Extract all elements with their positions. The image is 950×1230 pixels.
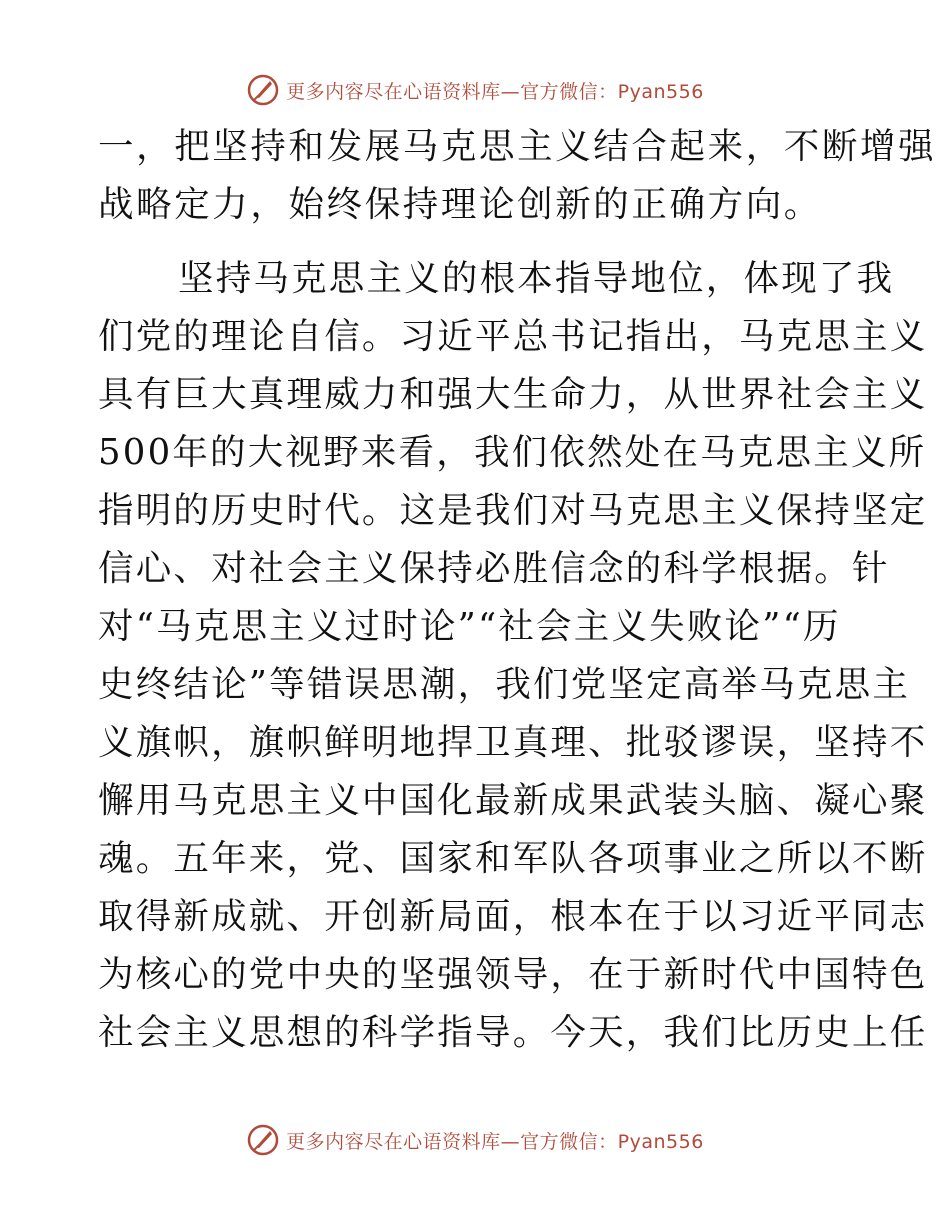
body-paragraph bbox=[98, 250, 928, 1062]
paragraph-line: 社会主义思想的科学指导。今天，我们比历史上任 bbox=[98, 1012, 928, 1053]
paragraph-line: 500年的大视野来看，我们依然处在马克思主义所 bbox=[98, 432, 927, 473]
document-body bbox=[98, 118, 937, 1062]
heading-line: 战略定力，始终保持理论创新的正确方向。 bbox=[98, 184, 822, 225]
section-heading bbox=[98, 118, 937, 234]
paragraph-line: 信心、对社会主义保持必胜信念的科学根据。针 bbox=[98, 548, 890, 589]
paragraph-line: 对“马克思主义过时论”“社会主义失败论”“历 bbox=[98, 606, 841, 647]
watermark-text: 更多内容尽在心语资料库—官方微信：Pyan556 bbox=[286, 80, 704, 103]
paragraph-line: 为核心的党中央的坚强领导，在于新时代中国特色 bbox=[98, 954, 928, 995]
watermark-text: 更多内容尽在心语资料库—官方微信：Pyan556 bbox=[286, 1130, 704, 1153]
paragraph-line: 们党的理论自信。习近平总书记指出，马克思主义 bbox=[98, 316, 928, 357]
heading-line: 一，把坚持和发展马克思主义结合起来，不断增强 bbox=[98, 126, 937, 167]
paragraph-line: 魂。五年来，党、国家和军队各项事业之所以不断 bbox=[98, 838, 928, 879]
paragraph-line: 义旗帜，旗帜鲜明地捍卫真理、批驳谬误，坚持不 bbox=[98, 722, 928, 763]
paragraph-line: 坚持马克思主义的根本指导地位，体现了我 bbox=[178, 258, 895, 299]
paragraph-line: 取得新成就、开创新局面，根本在于以习近平同志 bbox=[98, 896, 928, 937]
paragraph-line: 史终结论”等错误思潮，我们党坚定高举马克思主 bbox=[98, 664, 911, 705]
footer-watermark bbox=[0, 1120, 950, 1160]
quill-pen-logo-icon bbox=[246, 1123, 280, 1157]
paragraph-line: 具有巨大真理威力和强大生命力，从世界社会主义 bbox=[98, 374, 928, 415]
header-watermark bbox=[0, 70, 950, 110]
quill-pen-logo-icon bbox=[246, 73, 280, 107]
paragraph-line: 指明的历史时代。这是我们对马克思主义保持坚定 bbox=[98, 490, 928, 531]
paragraph-line: 懈用马克思主义中国化最新成果武装头脑、凝心聚 bbox=[98, 780, 928, 821]
